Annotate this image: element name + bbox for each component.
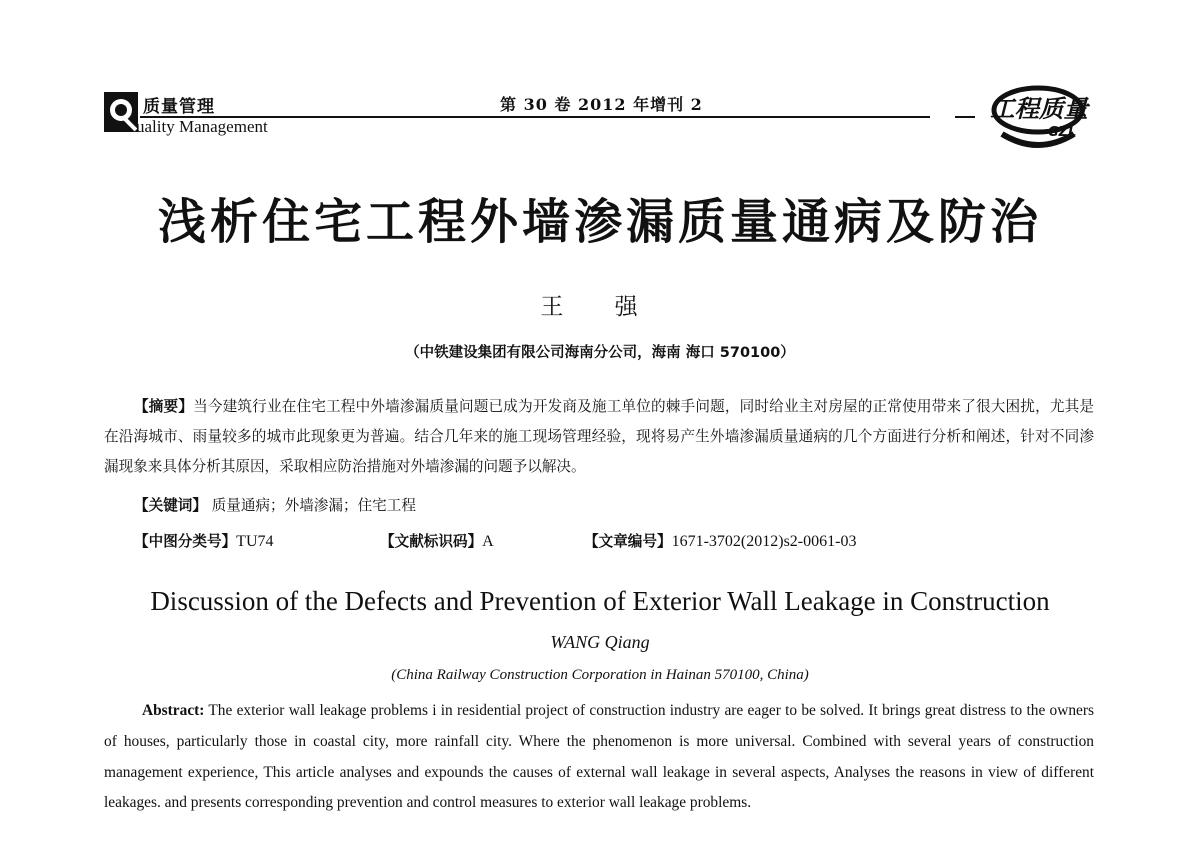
article-number [584, 530, 856, 551]
article-no-label: 【文章编号】 [584, 533, 672, 550]
brand-logo-initials: GZL [1048, 125, 1077, 140]
header-rule [140, 116, 930, 118]
journal-name-en: uality Management [136, 117, 268, 136]
brand-logo-text: 工程质量 [990, 95, 1092, 123]
doc-code-label: 【文献标识码】 [380, 533, 483, 550]
abstract-cn-text: 当今建筑行业在住宅工程中外墙渗漏质量问题已成为开发商及施工单位的棘手问题，同时给业主对房屋的正常使用带来了很大困扰，尤其是在沿海城市、雨量较多的城市此现象更为普遍。结合几年来的施工现场管理经验，现将易产生外墙渗漏质量通病的几个方面进行分析和阐述，针对不同渗漏现象来具体分析其原因，采取相应防治措施对外墙渗漏的问题予以解决。 [104, 398, 1094, 475]
journal-name-cn: 质量管理 [143, 97, 215, 117]
abstract-cn [104, 392, 1094, 482]
abstract-en [104, 696, 1094, 819]
header-rule-right [955, 116, 975, 118]
author-cn: 王 强 [540, 294, 660, 320]
affiliation-en: (China Railway Construction Corporation in Hainan 570100, China) [391, 667, 809, 683]
journal-q-logo [104, 92, 138, 132]
issue-info: 第 30 卷 2012 年增刊 2 [500, 95, 703, 114]
clc-label: 【中图分类号】 [134, 533, 237, 550]
clc-number [134, 530, 274, 551]
author-en: WANG Qiang [550, 632, 650, 652]
keywords-cn-text: 质量通病；外墙渗漏；住宅工程 [211, 497, 416, 514]
abstract-cn-label: 【摘要】 [134, 398, 194, 415]
article-no-value: 1671-3702(2012)s2-0061-03 [671, 533, 857, 550]
abstract-en-label: Abstract: [142, 702, 205, 719]
brand-logo [978, 84, 1094, 154]
keywords-cn-label: 【关键词】 [134, 497, 207, 514]
keywords-cn [134, 494, 416, 515]
abstract-en-text: The exterior wall leakage problems i in residential project of construction industry are eager to be solved. It brings great distress to the owners of houses, particularly those in coastal city, more rainfall city. Where the phenomenon is more universal. Combined with several years of construction management experience, This article analyses and expounds the causes of external wall leakage in several aspects, Analyses the reasons in view of different leakages. and presents corresponding prevention and control measures to exterior wall leakage problems. [104, 702, 1094, 812]
article-title-cn: 浅析住宅工程外墙渗漏质量通病及防治 [157, 194, 1042, 250]
clc-value: TU74 [236, 533, 274, 550]
article-title-en: Discussion of the Defects and Prevention of Exterior Wall Leakage in Construction [150, 586, 1050, 616]
document-code [380, 530, 494, 551]
affiliation-cn: （中铁建设集团有限公司海南分公司，海南 海口 570100） [405, 345, 795, 361]
doc-code-value: A [482, 533, 494, 550]
